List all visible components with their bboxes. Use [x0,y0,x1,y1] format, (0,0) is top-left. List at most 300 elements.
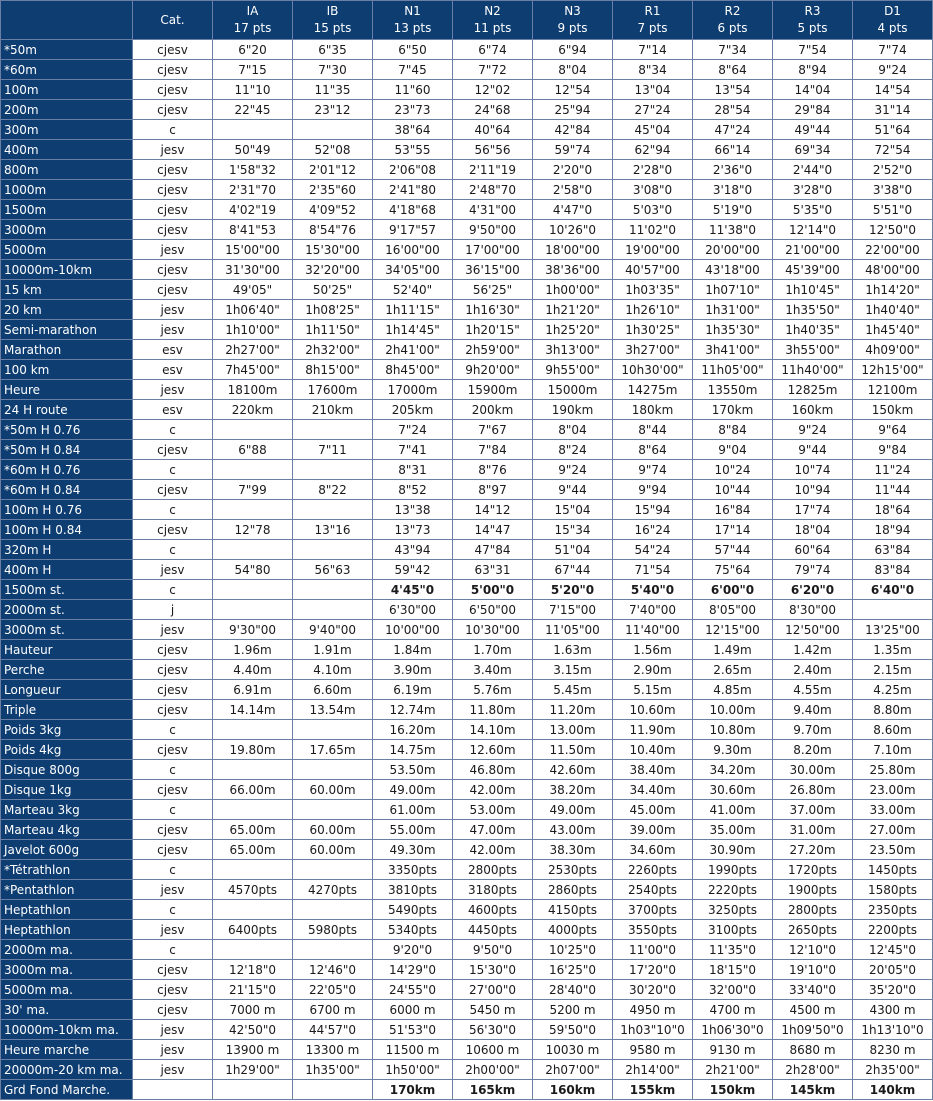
performance-cell: 11'05"00 [533,620,613,640]
level-points: 13 pts [393,21,432,35]
performance-cell: 12825m [773,380,853,400]
category-cell: cjesv [133,660,213,680]
category-cell: cjesv [133,80,213,100]
performance-cell: 3.15m [533,660,613,680]
header-row [1,1,933,40]
performance-cell: 3.90m [373,660,453,680]
performance-cell: 17000m [373,380,453,400]
performance-cell: 7'40"00 [613,600,693,620]
event-name-cell: 15 km [1,280,133,300]
performance-cell: 1.49m [693,640,773,660]
performance-cell: 9"44 [773,440,853,460]
performance-cell [213,540,293,560]
level-name: N3 [564,4,581,18]
performance-cell: 2h27'00" [213,340,293,360]
performance-cell: 9.30m [693,740,773,760]
category-cell: c [133,120,213,140]
performance-cell: 60"64 [773,540,853,560]
performance-cell: 16.20m [373,720,453,740]
performance-cell: 11.20m [533,700,613,720]
performance-cell: 59'50"0 [533,1020,613,1040]
performance-cell: 160km [533,1080,613,1100]
performance-cell: 210km [293,400,373,420]
performance-cell: 8230 m [853,1040,933,1060]
event-name-cell: Marathon [1,340,133,360]
performance-cell: 5'00"0 [453,580,533,600]
performance-cell: 17"14 [693,520,773,540]
performance-cell: 7"99 [213,480,293,500]
performance-cell: 1h40'35" [773,320,853,340]
performance-cell [213,580,293,600]
event-name-cell: *50m H 0.76 [1,420,133,440]
performance-cell: 1h50'00" [373,1060,453,1080]
category-cell: jesv [133,380,213,400]
performance-cell [213,900,293,920]
performance-cell: 18"04 [773,520,853,540]
performance-cell: 15'30"0 [453,960,533,980]
performance-cell [293,580,373,600]
category-cell: cjesv [133,820,213,840]
performance-cell: 12"78 [213,520,293,540]
performance-cell: 7"30 [293,60,373,80]
performance-cell: 7"34 [693,40,773,60]
table-row [1,1060,933,1080]
performance-cell: 13550m [693,380,773,400]
performance-cell: 66.00m [213,780,293,800]
performance-cell [293,460,373,480]
performance-cell: 8'30"00 [773,600,853,620]
performance-cell [213,760,293,780]
event-name-cell: *60m H 0.84 [1,480,133,500]
performance-cell: 2'48"70 [453,180,533,200]
category-cell: jesv [133,1020,213,1040]
performance-cell: 28"54 [693,100,773,120]
performance-cell: 9'30"00 [213,620,293,640]
performance-cell: 11"24 [853,460,933,480]
performance-cell: 18'00"00 [533,240,613,260]
table-row [1,480,933,500]
category-cell: cjesv [133,480,213,500]
header-level-r2 [693,1,773,40]
level-points: 4 pts [877,21,908,35]
performance-cell: 28'40"0 [533,980,613,1000]
table-row [1,300,933,320]
performance-cell: 1.63m [533,640,613,660]
category-cell: cjesv [133,640,213,660]
performance-cell: 51"04 [533,540,613,560]
performance-cell: 8"31 [373,460,453,480]
event-name-cell: Semi-marathon [1,320,133,340]
performance-cell: 53.00m [453,800,533,820]
performance-cell: 2540pts [613,880,693,900]
event-name-cell: *60m H 0.76 [1,460,133,480]
performance-cell: 18100m [213,380,293,400]
table-row [1,540,933,560]
performance-cell: 2'58"0 [533,180,613,200]
performance-cell: 1h11'15" [373,300,453,320]
table-row [1,720,933,740]
event-name-cell: *50m [1,40,133,60]
performance-cell: 6.19m [373,680,453,700]
table-row [1,960,933,980]
performance-cell: 12'50"0 [853,220,933,240]
header-category: Cat. [133,1,213,40]
performance-cell: 6'50"00 [453,600,533,620]
category-cell: jesv [133,1040,213,1060]
performance-cell: 3'28"0 [773,180,853,200]
table-row [1,220,933,240]
performance-cell: 9"64 [853,420,933,440]
event-name-cell: Perche [1,660,133,680]
event-name-cell: Javelot 600g [1,840,133,860]
performance-cell: 4.25m [853,680,933,700]
performance-cell: 40"64 [453,120,533,140]
performance-cell: 9"24 [533,460,613,480]
performance-cell: 3180pts [453,880,533,900]
performance-cell: 79"74 [773,560,853,580]
event-name-cell: 400m H [1,560,133,580]
performance-cell: 13300 m [293,1040,373,1060]
performance-cell: 16'00"00 [373,240,453,260]
header-level-r3 [773,1,853,40]
performance-cell: 2.65m [693,660,773,680]
performance-cell: 55.00m [373,820,453,840]
category-cell: cjesv [133,960,213,980]
category-cell: esv [133,400,213,420]
performance-cell: 165km [453,1080,533,1100]
performance-cell: 1h40'40" [853,300,933,320]
performance-cell: 63"31 [453,560,533,580]
performance-cell: 10030 m [533,1040,613,1060]
performance-cell: 11'40"00 [613,620,693,640]
table-row [1,820,933,840]
category-cell: c [133,900,213,920]
header-level-n1 [373,1,453,40]
category-cell: cjesv [133,180,213,200]
performance-cell [293,860,373,880]
table-row [1,60,933,80]
performance-cell: 4'02"19 [213,200,293,220]
event-name-cell: 3000m [1,220,133,240]
performance-cell: 23"73 [373,100,453,120]
event-name-cell: Grd Fond Marche. [1,1080,133,1100]
performance-cell: 43'18"00 [693,260,773,280]
performance-cell: 7.10m [853,740,933,760]
performance-cell: 15000m [533,380,613,400]
performance-cell: 62"94 [613,140,693,160]
table-header [1,1,933,40]
performance-cell: 10.60m [613,700,693,720]
event-name-cell: 2000m st. [1,600,133,620]
performance-cell: 150km [693,1080,773,1100]
table-row [1,340,933,360]
performance-cell: 1h35'00" [293,1060,373,1080]
performance-cell: 8"84 [693,420,773,440]
performance-cell: 54"80 [213,560,293,580]
performance-cell: 11'35"0 [693,940,773,960]
performance-cell: 5'35"0 [773,200,853,220]
performance-cell: 9'40"00 [293,620,373,640]
performance-cell: 18"94 [853,520,933,540]
performance-cell: 9"94 [613,480,693,500]
performance-cell: 6'40"0 [853,580,933,600]
performance-cell: 56'25" [453,280,533,300]
event-name-cell: 24 H route [1,400,133,420]
performance-cell: 30.00m [773,760,853,780]
event-name-cell: Triple [1,700,133,720]
performance-cell: 31.00m [773,820,853,840]
event-name-cell: *Pentathlon [1,880,133,900]
category-cell: cjesv [133,980,213,1000]
performance-cell: 8"04 [533,420,613,440]
performance-cell: 37.00m [773,800,853,820]
performance-cell [293,500,373,520]
performance-cell: 3'08"0 [613,180,693,200]
performance-cell: 49'05" [213,280,293,300]
performance-cell: 1h16'30" [453,300,533,320]
performance-cell: 14275m [613,380,693,400]
event-name-cell: Disque 800g [1,760,133,780]
performance-cell: 5340pts [373,920,453,940]
performance-cell: 27"24 [613,100,693,120]
performance-cell: 17'00"00 [453,240,533,260]
performance-cell: 14.14m [213,700,293,720]
level-name: D1 [884,4,901,18]
performance-cell: 16'25"0 [533,960,613,980]
performance-cell: 32'20"00 [293,260,373,280]
event-name-cell: 400m [1,140,133,160]
table-row [1,440,933,460]
performance-cell: 47"84 [453,540,533,560]
performance-cell: 23"12 [293,100,373,120]
performance-cell [293,760,373,780]
performance-cell: 10h30'00" [613,360,693,380]
performance-cell: 2220pts [693,880,773,900]
performance-cell: 1900pts [773,880,853,900]
performance-cell: 25"94 [533,100,613,120]
table-row [1,140,933,160]
level-name: R2 [724,4,741,18]
performance-cell: 7"67 [453,420,533,440]
performance-cell: 3'38"0 [853,180,933,200]
performance-cell: 1990pts [693,860,773,880]
performance-cell: 42.00m [453,780,533,800]
table-row [1,80,933,100]
performance-cell: 4h09'00" [853,340,933,360]
performance-cell [293,1080,373,1100]
performance-cell: 7"14 [613,40,693,60]
performance-cell: 7"54 [773,40,853,60]
category-cell: esv [133,360,213,380]
event-name-cell: 3000m st. [1,620,133,640]
performance-cell: 1h45'40" [853,320,933,340]
performance-cell: 8.80m [853,700,933,720]
event-name-cell: Marteau 3kg [1,800,133,820]
category-cell: c [133,580,213,600]
performance-cell: 5.45m [533,680,613,700]
category-cell: cjesv [133,160,213,180]
performance-cell: 8"22 [293,480,373,500]
performance-cell: 51'53"0 [373,1020,453,1040]
performance-cell: 15"94 [613,500,693,520]
performance-cell: 1.84m [373,640,453,660]
performance-cell: 4.40m [213,660,293,680]
performance-cell: 8'41"53 [213,220,293,240]
table-row [1,740,933,760]
performance-cell: 6"88 [213,440,293,460]
performance-cell: 49.30m [373,840,453,860]
performance-cell: 9"44 [533,480,613,500]
performance-cell: 6"74 [453,40,533,60]
performance-cell: 1.42m [773,640,853,660]
performance-cell: 155km [613,1080,693,1100]
performance-cell: 220km [213,400,293,420]
performance-cell: 53.50m [373,760,453,780]
event-name-cell: 1500m [1,200,133,220]
performance-cell: 22'00"00 [853,240,933,260]
performance-cell: 6'00"0 [693,580,773,600]
performance-cell: 6000 m [373,1000,453,1020]
performance-cell: 9130 m [693,1040,773,1060]
performance-cell: 41.00m [693,800,773,820]
performance-cell: 26.80m [773,780,853,800]
performance-cell: 9.40m [773,700,853,720]
performance-cell: 4450pts [453,920,533,940]
performance-cell: 7"41 [373,440,453,460]
performance-cell: 4'47"0 [533,200,613,220]
event-name-cell: 100m H 0.76 [1,500,133,520]
performance-cell: 1h00'00" [533,280,613,300]
performance-cell: 200km [453,400,533,420]
performance-cell: 2350pts [853,900,933,920]
header-level-n3 [533,1,613,40]
performance-cell: 56"63 [293,560,373,580]
performance-cell: 3.40m [453,660,533,680]
performance-cell: 6"20 [213,40,293,60]
performance-cell: 30'20"0 [613,980,693,1000]
performance-cell: 20'00"00 [693,240,773,260]
category-cell: cjesv [133,60,213,80]
performance-cell: 2'44"0 [773,160,853,180]
performance-cell: 10"94 [773,480,853,500]
performance-cell: 34.20m [693,760,773,780]
performance-cell: 3250pts [693,900,773,920]
category-cell: cjesv [133,520,213,540]
performance-cell: 11.80m [453,700,533,720]
performance-cell: 21'15"0 [213,980,293,1000]
performance-cell: 43.00m [533,820,613,840]
performance-cell: 14"47 [453,520,533,540]
performance-cell: 4.85m [693,680,773,700]
performance-cell: 52"08 [293,140,373,160]
category-cell: cjesv [133,840,213,860]
performance-cell: 8"34 [613,60,693,80]
performance-cell: 4'09"52 [293,200,373,220]
performance-cell [293,940,373,960]
performance-cell: 33'40"0 [773,980,853,1000]
table-row [1,160,933,180]
performance-cell: 2h35'00" [853,1060,933,1080]
performance-cell: 45.00m [613,800,693,820]
performance-cell: 9'17"57 [373,220,453,240]
performance-cell: 60.00m [293,780,373,800]
performance-cell: 8"97 [453,480,533,500]
performance-cell: 12'15"00 [693,620,773,640]
event-name-cell: 320m H [1,540,133,560]
performance-cell: 71"54 [613,560,693,580]
table-row [1,700,933,720]
performance-cell: 2.90m [613,660,693,680]
performance-cell: 11h40'00" [773,360,853,380]
performance-cell: 27'00"0 [453,980,533,1000]
performance-cell: 170km [693,400,773,420]
event-name-cell: 100 km [1,360,133,380]
category-cell [133,1080,213,1100]
table-row [1,600,933,620]
header-level-d1 [853,1,933,40]
performance-cell: 3350pts [373,860,453,880]
event-name-cell: 300m [1,120,133,140]
table-row [1,1020,933,1040]
performance-cell: 20'05"0 [853,960,933,980]
performance-cell: 6.60m [293,680,373,700]
performance-cell: 65.00m [213,840,293,860]
performance-cell: 8"52 [373,480,453,500]
performance-cell: 7h45'00" [213,360,293,380]
table-row [1,240,933,260]
performance-cell: 4'45"0 [373,580,453,600]
performance-cell: 4000pts [533,920,613,940]
table-row [1,200,933,220]
table-row [1,360,933,380]
performance-cell: 8h45'00" [373,360,453,380]
performance-cell [293,800,373,820]
table-row [1,780,933,800]
performance-cell: 2'20"0 [533,160,613,180]
event-name-cell: 100m [1,80,133,100]
performance-cell: 6'20"0 [773,580,853,600]
performance-cell: 17'20"0 [613,960,693,980]
event-name-cell: Heptathlon [1,900,133,920]
performance-cell: 1h31'00" [693,300,773,320]
performance-cell: 11.50m [533,740,613,760]
performance-cell: 6700 m [293,1000,373,1020]
performance-cell: 1h14'45" [373,320,453,340]
performance-cell: 1h20'15" [453,320,533,340]
event-name-cell: 20 km [1,300,133,320]
table-row [1,660,933,680]
performance-cell: 30.90m [693,840,773,860]
event-name-cell: Heure [1,380,133,400]
performance-cell: 31"14 [853,100,933,120]
performance-cell: 2h00'00" [453,1060,533,1080]
performance-cell: 29"84 [773,100,853,120]
performance-cell: 2'52"0 [853,160,933,180]
performance-cell: 6400pts [213,920,293,940]
performance-cell: 34.40m [613,780,693,800]
performance-cell: 1720pts [773,860,853,880]
event-name-cell: *60m [1,60,133,80]
performance-cell: 2'36"0 [693,160,773,180]
performance-cell [293,420,373,440]
table-row [1,520,933,540]
performance-cell: 35'20"0 [853,980,933,1000]
performance-cell: 7"24 [373,420,453,440]
performance-cell: 42"84 [533,120,613,140]
performance-cell: 12'14"0 [773,220,853,240]
category-cell: c [133,800,213,820]
performance-cell: 7"74 [853,40,933,60]
